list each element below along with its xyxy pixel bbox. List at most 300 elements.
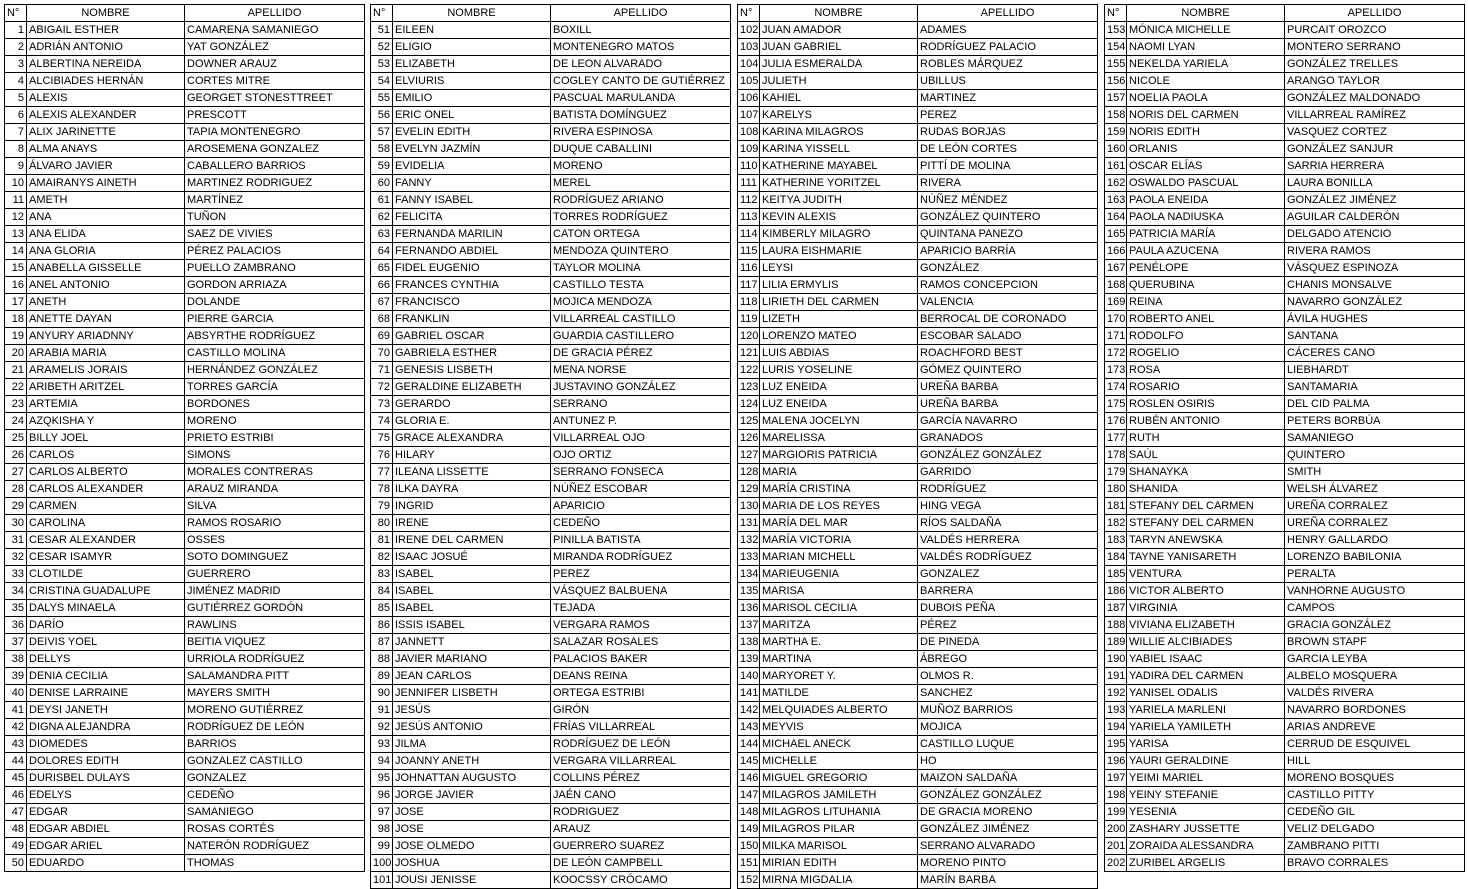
last-name: RUDAS BORJAS [918,124,1098,141]
last-name: VILLARREAL OJO [551,430,731,447]
row-number: 27 [5,464,27,481]
table-row [738,651,1098,668]
first-name: RODOLFO [1127,328,1285,345]
last-name: GRACIA GONZÁLEZ [1285,617,1465,634]
last-name: PURCAIT OROZCO [1285,22,1465,39]
last-name: ZAMBRANO PITTI [1285,838,1465,855]
row-number: 21 [5,362,27,379]
first-name: KATHERINE YORITZEL [760,175,918,192]
first-name: MARELISSA [760,430,918,447]
first-name: MARISOL CECILIA [760,600,918,617]
row-number: 77 [371,464,393,481]
row-number: 108 [738,124,760,141]
first-name: ANA [27,209,185,226]
first-name: ROSARIO [1127,379,1285,396]
last-name: GONZÁLEZ [918,260,1098,277]
row-number: 167 [1105,260,1127,277]
table-row [371,124,731,141]
first-name: DEIVIS YOEL [27,634,185,651]
last-name: GIRÓN [551,702,731,719]
row-number: 42 [5,719,27,736]
table-row [5,413,365,430]
first-name: LUZ ENEIDA [760,396,918,413]
first-name: JANNETT [393,634,551,651]
last-name: GUARDIA CASTILLERO [551,328,731,345]
table-row [5,73,365,90]
last-name: CABALLERO BARRIOS [185,158,365,175]
first-name: ANETH [27,294,185,311]
last-name: TAPIA MONTENEGRO [185,124,365,141]
first-name: MIRIAN EDITH [760,855,918,872]
table-row [5,175,365,192]
last-name: CAMPOS [1285,600,1465,617]
table-row [5,56,365,73]
row-number: 11 [5,192,27,209]
row-number: 127 [738,447,760,464]
first-name: CAROLINA [27,515,185,532]
row-number: 170 [1105,311,1127,328]
first-name: EDGAR ARIEL [27,838,185,855]
last-name: MEREL [551,175,731,192]
table-row [371,430,731,447]
last-name: CEDEÑO [551,515,731,532]
last-name: ARAUZ MIRANDA [185,481,365,498]
last-name: MORENO [185,413,365,430]
row-number: 116 [738,260,760,277]
row-number: 132 [738,532,760,549]
first-name: AMETH [27,192,185,209]
first-name: GERALDINE ELIZABETH [393,379,551,396]
table-row [1105,192,1465,209]
first-name: MILAGROS LITUHANIA [760,804,918,821]
row-number: 124 [738,396,760,413]
last-name: SMITH [1285,464,1465,481]
row-number: 47 [5,804,27,821]
first-name: DENISE LARRAINE [27,685,185,702]
last-name: GONZÁLEZ TRELLES [1285,56,1465,73]
last-name: BEITIA VIQUEZ [185,634,365,651]
last-name: DE LEÓN CAMPBELL [551,855,731,872]
first-name: MIGUEL GREGORIO [760,770,918,787]
table-row [5,22,365,39]
row-number: 16 [5,277,27,294]
table-row [1105,600,1465,617]
nombre-header: NOMBRE [1127,5,1285,22]
table-row [371,175,731,192]
row-number: 131 [738,515,760,532]
first-name: JOUSI JENISSE [393,872,551,889]
last-name: RAMOS CONCEPCION [918,277,1098,294]
nombre-header: NOMBRE [27,5,185,22]
table-row [371,549,731,566]
last-name: GARCÍA NAVARRO [918,413,1098,430]
last-name: RODRIGUEZ [551,804,731,821]
first-name: PAOLA NADIUSKA [1127,209,1285,226]
first-name: AMAIRANYS AINETH [27,175,185,192]
last-name: MARTÍNEZ [185,192,365,209]
row-number: 20 [5,345,27,362]
table-row [738,634,1098,651]
table-row [5,90,365,107]
row-number: 153 [1105,22,1127,39]
row-number: 194 [1105,719,1127,736]
first-name: LILIA ERMYLIS [760,277,918,294]
last-name: UBILLUS [918,73,1098,90]
last-name: NAVARRO BORDONES [1285,702,1465,719]
table-row [371,447,731,464]
row-number: 171 [1105,328,1127,345]
first-name: SHANAYKA [1127,464,1285,481]
first-name: ALBERTINA NEREIDA [27,56,185,73]
first-name: NEKELDA YARIELA [1127,56,1285,73]
last-name: LORENZO BABILONIA [1285,549,1465,566]
first-name: GABRIELA ESTHER [393,345,551,362]
row-number: 196 [1105,753,1127,770]
table-row [5,124,365,141]
row-number: 185 [1105,566,1127,583]
last-name: DE GRACIA MORENO [918,804,1098,821]
row-number: 195 [1105,736,1127,753]
last-name: RIVERA [918,175,1098,192]
table-row [738,413,1098,430]
first-name: JESÚS [393,702,551,719]
first-name: DELLYS [27,651,185,668]
first-name: MELQUIADES ALBERTO [760,702,918,719]
first-name: MARÍA VICTORIA [760,532,918,549]
row-number: 157 [1105,90,1127,107]
row-number: 9 [5,158,27,175]
row-number: 52 [371,39,393,56]
row-number: 110 [738,158,760,175]
first-name: ANA ELIDA [27,226,185,243]
row-number: 173 [1105,362,1127,379]
first-name: LUZ ENEIDA [760,379,918,396]
row-number: 94 [371,753,393,770]
last-name: RAMOS ROSARIO [185,515,365,532]
row-number: 46 [5,787,27,804]
first-name: MARÍA DEL MAR [760,515,918,532]
table-row [371,566,731,583]
first-name: MARIA DE LOS REYES [760,498,918,515]
last-name: MOJICA [918,719,1098,736]
first-name: ABIGAIL ESTHER [27,22,185,39]
table-row [1105,736,1465,753]
last-name: ALBELO MOSQUERA [1285,668,1465,685]
table-row [738,158,1098,175]
row-number: 72 [371,379,393,396]
first-name: KAHIEL [760,90,918,107]
last-name: PIERRE GARCIA [185,311,365,328]
table-row [1105,413,1465,430]
last-name: CORTES MITRE [185,73,365,90]
table-row [5,481,365,498]
row-number: 4 [5,73,27,90]
row-number: 174 [1105,379,1127,396]
row-number: 147 [738,787,760,804]
last-name: MARTINEZ [918,90,1098,107]
row-number: 49 [5,838,27,855]
row-number: 51 [371,22,393,39]
table-row [371,345,731,362]
row-number: 162 [1105,175,1127,192]
row-number: 112 [738,192,760,209]
first-name: MARIEUGENIA [760,566,918,583]
first-name: EILEEN [393,22,551,39]
first-name: CLOTILDE [27,566,185,583]
table-row [738,328,1098,345]
first-name: FRANCISCO [393,294,551,311]
first-name: JULIETH [760,73,918,90]
first-name: RUBÉN ANTONIO [1127,413,1285,430]
table-row [738,226,1098,243]
table-row [1105,362,1465,379]
last-name: ROBLES MÁRQUEZ [918,56,1098,73]
last-name: VERGARA RAMOS [551,617,731,634]
last-name: MONTENEGRO MATOS [551,39,731,56]
row-number: 37 [5,634,27,651]
row-number: 80 [371,515,393,532]
table-row [1105,90,1465,107]
row-number: 115 [738,243,760,260]
last-name: PITTÍ DE MOLINA [918,158,1098,175]
first-name: KIMBERLY MILAGRO [760,226,918,243]
last-name: MORENO [551,158,731,175]
first-name: ROGELIO [1127,345,1285,362]
first-name: ILEANA LISSETTE [393,464,551,481]
roster-table-2 [370,4,731,889]
last-name: BROWN STAPF [1285,634,1465,651]
first-name: MARTINA [760,651,918,668]
row-number: 75 [371,430,393,447]
table-row [1105,753,1465,770]
row-number: 138 [738,634,760,651]
table-row [738,22,1098,39]
row-number: 158 [1105,107,1127,124]
row-number: 56 [371,107,393,124]
row-number: 200 [1105,821,1127,838]
last-name: GONZÁLEZ GONZÁLEZ [918,787,1098,804]
last-name: LIEBHARDT [1285,362,1465,379]
last-name: GONZÁLEZ MALDONADO [1285,90,1465,107]
first-name: BILLY JOEL [27,430,185,447]
first-name: ARTEMIA [27,396,185,413]
table-row [5,685,365,702]
first-name: DENIA CECILIA [27,668,185,685]
row-number: 176 [1105,413,1127,430]
first-name: MARIA [760,464,918,481]
table-row [5,549,365,566]
row-number: 123 [738,379,760,396]
table-row [371,141,731,158]
table-row [371,804,731,821]
table-row [5,736,365,753]
first-name: QUERUBINA [1127,277,1285,294]
row-number: 117 [738,277,760,294]
last-name: ARIAS ANDREVE [1285,719,1465,736]
first-name: VICTOR ALBERTO [1127,583,1285,600]
last-name: VALDÉS RODRÍGUEZ [918,549,1098,566]
first-name: KATHERINE MAYABEL [760,158,918,175]
table-row [371,770,731,787]
table-row [371,464,731,481]
table-row [738,549,1098,566]
first-name: ALEXIS [27,90,185,107]
last-name: GÓMEZ QUINTERO [918,362,1098,379]
row-number: 82 [371,549,393,566]
last-name: ARANGO TAYLOR [1285,73,1465,90]
first-name: ELIZABETH [393,56,551,73]
last-name: VELIZ DELGADO [1285,821,1465,838]
table-row [5,107,365,124]
first-name: EVELYN JAZMÍN [393,141,551,158]
table-row [738,73,1098,90]
first-name: CARLOS ALBERTO [27,464,185,481]
last-name: SERRANO [551,396,731,413]
row-number: 55 [371,90,393,107]
row-number: 78 [371,481,393,498]
row-number: 36 [5,617,27,634]
first-name: FRANKLIN [393,311,551,328]
last-name: RODRÍGUEZ DE LEÓN [551,736,731,753]
table-row [5,260,365,277]
first-name: KARINA MILAGROS [760,124,918,141]
table-row [371,787,731,804]
table-row [371,413,731,430]
row-number: 45 [5,770,27,787]
last-name: GONZÁLEZ GONZÁLEZ [918,447,1098,464]
row-number: 101 [371,872,393,889]
row-number: 69 [371,328,393,345]
last-name: NAVARRO GONZÁLEZ [1285,294,1465,311]
table-row [5,566,365,583]
last-name: HENRY GALLARDO [1285,532,1465,549]
row-number: 89 [371,668,393,685]
first-name: JAVIER MARIANO [393,651,551,668]
table-row [5,838,365,855]
last-name: ROACHFORD BEST [918,345,1098,362]
num-header: N° [738,5,760,22]
last-name: BORDONES [185,396,365,413]
first-name: ARAMELIS JORAIS [27,362,185,379]
first-name: EVIDELIA [393,158,551,175]
last-name: FRÍAS VILLARREAL [551,719,731,736]
first-name: TARYN ANEWSKA [1127,532,1285,549]
row-number: 18 [5,311,27,328]
last-name: GARRIDO [918,464,1098,481]
last-name: BATISTA DOMÍNGUEZ [551,107,731,124]
first-name: CESAR ALEXANDER [27,532,185,549]
first-name: JILMA [393,736,551,753]
first-name: CARLOS [27,447,185,464]
row-number: 62 [371,209,393,226]
last-name: UREÑA CORRALEZ [1285,498,1465,515]
table-row [1105,56,1465,73]
table-row [1105,821,1465,838]
last-name: SILVA [185,498,365,515]
row-number: 179 [1105,464,1127,481]
last-name: UREÑA BARBA [918,396,1098,413]
first-name: FANNY [393,175,551,192]
table-row [738,532,1098,549]
row-number: 156 [1105,73,1127,90]
first-name: ALEXIS ALEXANDER [27,107,185,124]
row-number: 99 [371,838,393,855]
table-row [371,107,731,124]
table-row [1105,107,1465,124]
first-name: YARIELA YAMILETH [1127,719,1285,736]
row-number: 178 [1105,447,1127,464]
table-row [371,532,731,549]
table-row [738,838,1098,855]
first-name: GENESIS LISBETH [393,362,551,379]
row-number: 22 [5,379,27,396]
table-row [5,141,365,158]
table-row [5,311,365,328]
last-name: MONTERO SERRANO [1285,39,1465,56]
table-row [5,855,365,872]
last-name: ANTUNEZ P. [551,413,731,430]
row-number: 74 [371,413,393,430]
last-name: MAIZON SALDAÑA [918,770,1098,787]
last-name: ÁVILA HUGHES [1285,311,1465,328]
first-name: MARGIORIS PATRICIA [760,447,918,464]
first-name: ROSLEN OSIRIS [1127,396,1285,413]
first-name: CARMEN [27,498,185,515]
table-row [1105,617,1465,634]
first-name: VIVIANA ELIZABETH [1127,617,1285,634]
first-name: IRENE [393,515,551,532]
last-name: PEREZ [551,566,731,583]
row-number: 139 [738,651,760,668]
table-row [5,804,365,821]
last-name: NÚÑEZ MÉNDEZ [918,192,1098,209]
last-name: VILLARREAL RAMÍREZ [1285,107,1465,124]
row-number: 35 [5,600,27,617]
last-name: MENDOZA QUINTERO [551,243,731,260]
table-row [738,107,1098,124]
first-name: LIZETH [760,311,918,328]
row-number: 40 [5,685,27,702]
first-name: RUTH [1127,430,1285,447]
nombre-header: NOMBRE [760,5,918,22]
last-name: OSSES [185,532,365,549]
first-name: ERIC ONEL [393,107,551,124]
table-row [371,209,731,226]
table-row [5,719,365,736]
row-number: 201 [1105,838,1127,855]
row-number: 12 [5,209,27,226]
last-name: JUSTAVINO GONZÁLEZ [551,379,731,396]
last-name: PEREZ [918,107,1098,124]
last-name: PINILLA BATISTA [551,532,731,549]
first-name: KEVIN ALEXIS [760,209,918,226]
table-row [738,260,1098,277]
table-row [1105,498,1465,515]
last-name: GONZÁLEZ JIMÉNEZ [1285,192,1465,209]
first-name: ZURIBEL ARGELIS [1127,855,1285,872]
row-number: 182 [1105,515,1127,532]
first-name: ANYURY ARIADNNY [27,328,185,345]
first-name: ISABEL [393,600,551,617]
table-row [738,498,1098,515]
first-name: JENNIFER LISBETH [393,685,551,702]
last-name: THOMAS [185,855,365,872]
table-row [5,821,365,838]
first-name: LIRIETH DEL CARMEN [760,294,918,311]
row-number: 83 [371,566,393,583]
row-number: 129 [738,481,760,498]
table-row [5,158,365,175]
